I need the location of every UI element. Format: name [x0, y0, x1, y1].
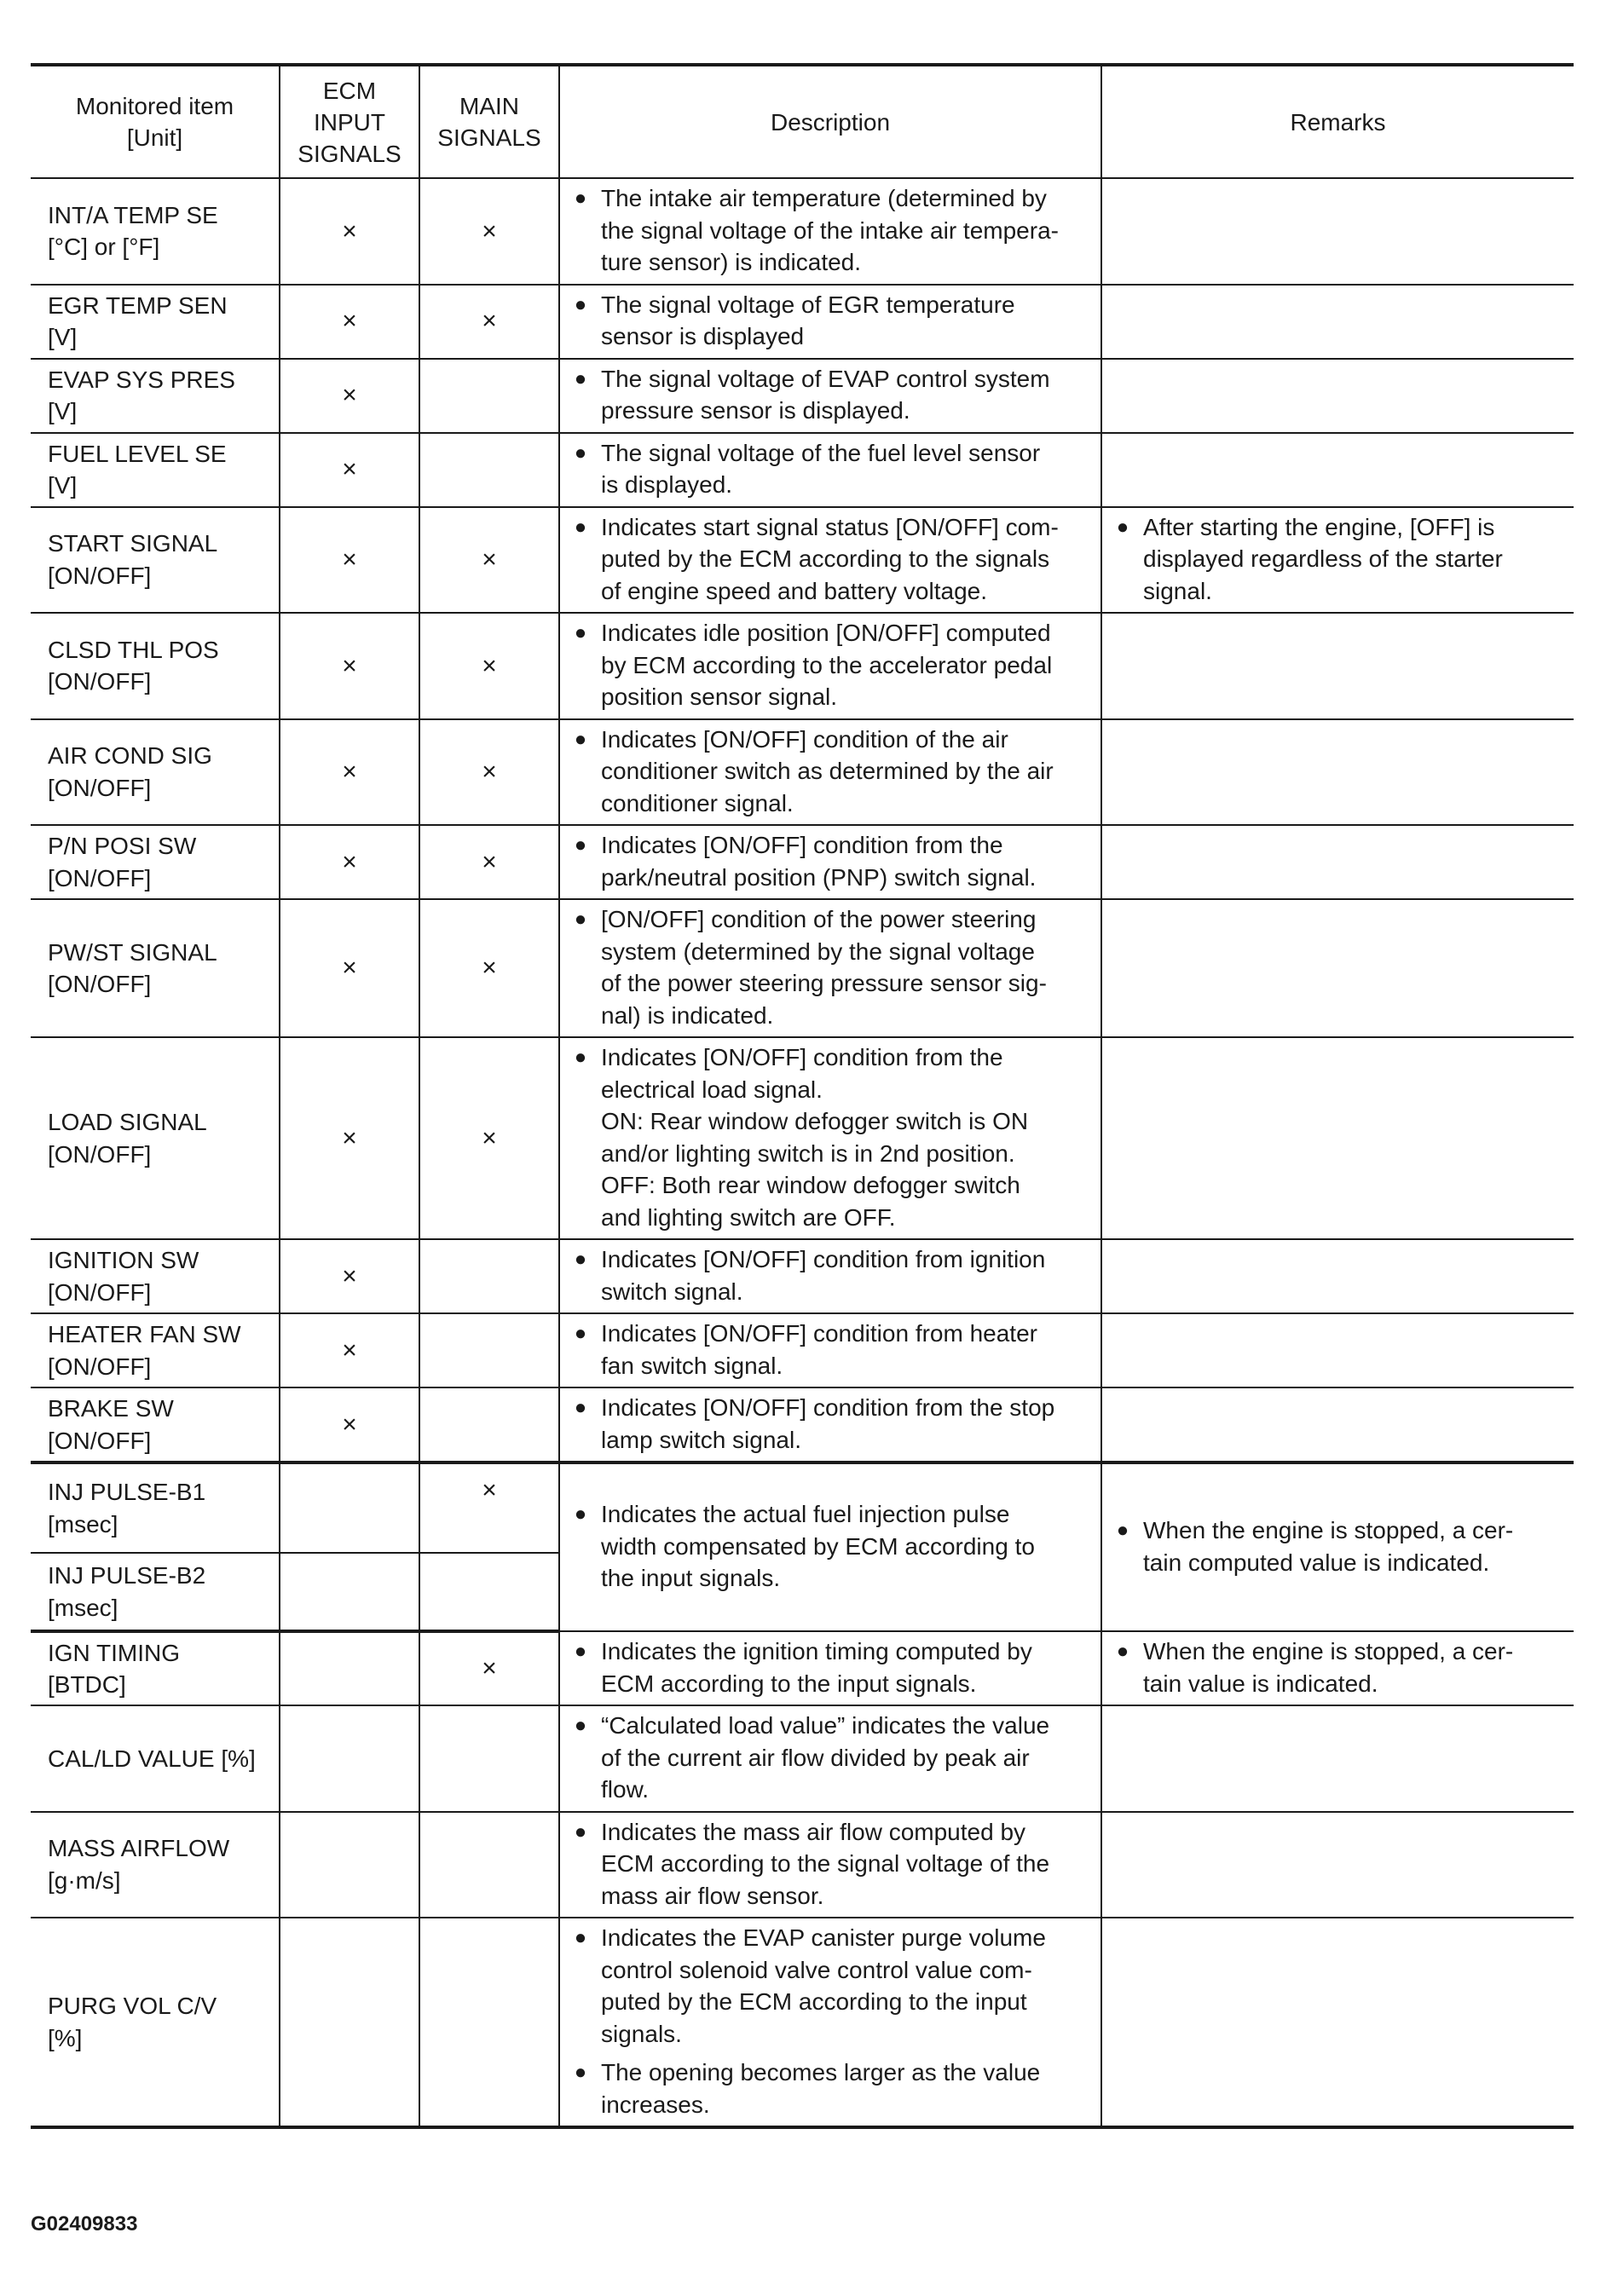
- ecm-input-cell: [280, 1631, 419, 1705]
- remarks-cell: [1101, 613, 1574, 719]
- remarks-cell: [1101, 1239, 1574, 1313]
- header-remarks: Remarks: [1101, 65, 1574, 178]
- table-row: [31, 178, 1574, 285]
- bullet-icon: ●: [574, 621, 587, 644]
- monitored-item-cell: INJ PULSE-B2 [msec]: [31, 1553, 280, 1631]
- table-row: [31, 1387, 1574, 1462]
- remarks-cell: [1101, 507, 1574, 614]
- description-cell: [559, 1631, 1101, 1705]
- bullet-icon: ●: [1116, 1640, 1129, 1663]
- ecm-input-mark: ×: [280, 613, 419, 719]
- description-bullet: ● [ON/OFF] condition of the power steering system (determined by the signal voltage of the power steering pressure sensor sig- nal) is indicated.: [560, 903, 1092, 1031]
- description-cell: [559, 359, 1101, 433]
- main-signal-cell: [419, 1918, 559, 2127]
- description-cell: [559, 1239, 1101, 1313]
- ecm-input-cell: [280, 1918, 419, 2127]
- description-bullet: ● Indicates start signal status [ON/OFF] com- puted by the ECM according to the signals of engine speed and battery voltage.: [560, 511, 1092, 608]
- ecm-input-mark: ×: [280, 1239, 419, 1313]
- main-signal-cell: [419, 1313, 559, 1387]
- table-row: [31, 825, 1574, 899]
- table-row: [31, 1239, 1574, 1313]
- table-row: [31, 285, 1574, 359]
- description-cell: [559, 285, 1101, 359]
- table-row: [31, 1037, 1574, 1239]
- bullet-icon: ●: [574, 1714, 587, 1737]
- main-signal-cell: [419, 1553, 559, 1631]
- table-row: [31, 1705, 1574, 1812]
- bullet-icon: ●: [574, 1396, 587, 1419]
- monitor-table-sheet: [31, 63, 1574, 2129]
- monitored-item-cell: PURG VOL C/V [%]: [31, 1918, 280, 2127]
- bullet-icon: ●: [574, 1322, 587, 1345]
- monitored-item-cell: IGNITION SW [ON/OFF]: [31, 1239, 280, 1313]
- description-cell: [559, 1387, 1101, 1462]
- table-row: [31, 1631, 1574, 1705]
- description-bullet: ● The opening becomes larger as the value increases.: [560, 2057, 1092, 2120]
- description-bullet: ● Indicates the EVAP canister purge volume control solenoid valve control value com- puted by the ECM according to the input signals.: [560, 1922, 1092, 2050]
- bullet-icon: ●: [574, 1926, 587, 1949]
- description-cell: [559, 1705, 1101, 1812]
- remarks-cell: [1101, 433, 1574, 507]
- bullet-icon: ●: [574, 292, 587, 316]
- bullet-icon: ●: [574, 441, 587, 464]
- header-monitored-item: Monitored item [Unit]: [31, 65, 280, 178]
- monitored-item-cell: PW/ST SIGNAL [ON/OFF]: [31, 899, 280, 1037]
- monitored-item-cell: INT/A TEMP SE [°C] or [°F]: [31, 178, 280, 285]
- remarks-cell: [1101, 1037, 1574, 1239]
- remarks-cell: [1101, 899, 1574, 1037]
- monitored-item-cell: FUEL LEVEL SE [V]: [31, 433, 280, 507]
- table-row: [31, 899, 1574, 1037]
- table-row: [31, 1812, 1574, 1918]
- monitored-item-cell: AIR COND SIG [ON/OFF]: [31, 719, 280, 826]
- bullet-icon: ●: [574, 1820, 587, 1843]
- description-cell: [559, 719, 1101, 826]
- main-signal-mark: ×: [419, 613, 559, 719]
- ecm-input-mark: ×: [280, 433, 419, 507]
- description-bullet: ● Indicates [ON/OFF] condition of the air conditioner switch as determined by the air conditioner signal.: [560, 724, 1092, 820]
- remarks-bullet: ● When the engine is stopped, a cer- tain value is indicated.: [1102, 1635, 1565, 1699]
- monitored-item-cell: BRAKE SW [ON/OFF]: [31, 1387, 280, 1462]
- remarks-cell: [1101, 359, 1574, 433]
- ecm-input-mark: ×: [280, 507, 419, 614]
- ecm-input-mark: ×: [280, 359, 419, 433]
- table-row: [31, 719, 1574, 826]
- figure-code: G02409833: [31, 2212, 138, 2235]
- remarks-cell: [1101, 1812, 1574, 1918]
- description-bullet: ● Indicates the actual fuel injection pulse width compensated by ECM according to the input signals.: [560, 1498, 1092, 1595]
- monitored-item-cell: MASS AIRFLOW [g·m/s]: [31, 1812, 280, 1918]
- table-row: [31, 1462, 1574, 1553]
- description-cell: [559, 825, 1101, 899]
- monitored-item-cell: CLSD THL POS [ON/OFF]: [31, 613, 280, 719]
- main-signal-cell: [419, 1387, 559, 1462]
- monitored-item-cell: START SIGNAL [ON/OFF]: [31, 507, 280, 614]
- ecm-input-cell: [280, 1462, 419, 1553]
- main-signal-mark: ×: [419, 1037, 559, 1239]
- bullet-icon: ●: [1116, 1519, 1129, 1542]
- table-row: [31, 433, 1574, 507]
- header-description: Description: [559, 65, 1101, 178]
- description-bullet: ● Indicates [ON/OFF] condition from the stop lamp switch signal.: [560, 1392, 1092, 1456]
- table-row: [31, 1918, 1574, 2127]
- description-cell: [559, 433, 1101, 507]
- bullet-icon: ●: [574, 1248, 587, 1271]
- bullet-icon: ●: [1116, 515, 1129, 539]
- main-signal-mark: ×: [419, 178, 559, 285]
- bullet-icon: ●: [574, 1503, 587, 1526]
- description-cell: [559, 613, 1101, 719]
- ecm-input-mark: ×: [280, 719, 419, 826]
- main-signal-cell: [419, 1239, 559, 1313]
- ecm-input-mark: ×: [280, 1313, 419, 1387]
- main-signal-mark: ×: [419, 507, 559, 614]
- remarks-bullet: ● After starting the engine, [OFF] is displayed regardless of the starter signal.: [1102, 511, 1565, 608]
- remarks-cell: [1101, 1918, 1574, 2127]
- description-cell: [559, 1812, 1101, 1918]
- ecm-input-mark: ×: [280, 1037, 419, 1239]
- bullet-icon: ●: [574, 834, 587, 857]
- ecm-input-mark: ×: [280, 899, 419, 1037]
- monitored-item-cell: EVAP SYS PRES [V]: [31, 359, 280, 433]
- main-signal-mark: ×: [419, 1631, 559, 1705]
- monitored-item-cell: LOAD SIGNAL [ON/OFF]: [31, 1037, 280, 1239]
- description-cell: [559, 507, 1101, 614]
- bullet-icon: ●: [574, 187, 587, 210]
- main-signal-mark: ×: [419, 899, 559, 1037]
- description-cell: [559, 1037, 1101, 1239]
- remarks-bullet: ● When the engine is stopped, a cer- tain computed value is indicated.: [1102, 1514, 1565, 1578]
- main-signal-cell: [419, 1705, 559, 1812]
- description-bullet: ● Indicates idle position [ON/OFF] computed by ECM according to the accelerator pedal position sensor signal.: [560, 617, 1092, 713]
- description-bullet: ● Indicates the ignition timing computed by ECM according to the input signals.: [560, 1635, 1092, 1699]
- monitored-item-cell: CAL/LD VALUE [%]: [31, 1705, 280, 1812]
- remarks-cell: [1101, 1313, 1574, 1387]
- bullet-icon: ●: [574, 908, 587, 931]
- bullet-icon: ●: [574, 515, 587, 539]
- ecm-input-cell: [280, 1705, 419, 1812]
- main-signal-mark: ×: [419, 1462, 559, 1553]
- remarks-cell: [1101, 178, 1574, 285]
- header-main-signals: MAIN SIGNALS: [419, 65, 559, 178]
- monitored-item-cell: EGR TEMP SEN [V]: [31, 285, 280, 359]
- table-row: [31, 507, 1574, 614]
- monitored-item-cell: IGN TIMING [BTDC]: [31, 1631, 280, 1705]
- remarks-cell: [1101, 1462, 1574, 1631]
- description-bullet: ● Indicates [ON/OFF] condition from ignition switch signal.: [560, 1243, 1092, 1307]
- monitored-item-cell: INJ PULSE-B1 [msec]: [31, 1462, 280, 1553]
- description-bullet: ● Indicates [ON/OFF] condition from the park/neutral position (PNP) switch signal.: [560, 829, 1092, 893]
- description-cell: [559, 1313, 1101, 1387]
- description-cell: [559, 1918, 1101, 2127]
- bullet-icon: ●: [574, 2061, 587, 2084]
- main-signal-mark: ×: [419, 825, 559, 899]
- bullet-icon: ●: [574, 727, 587, 751]
- main-signal-cell: [419, 359, 559, 433]
- main-signal-mark: ×: [419, 719, 559, 826]
- description-bullet: ● Indicates the mass air flow computed by ECM according to the signal voltage of the mass air flow sensor.: [560, 1816, 1092, 1912]
- description-bullet: ● The signal voltage of the fuel level sensor is displayed.: [560, 437, 1092, 501]
- table-row: [31, 359, 1574, 433]
- ecm-input-mark: ×: [280, 825, 419, 899]
- remarks-cell: [1101, 1631, 1574, 1705]
- description-cell: [559, 178, 1101, 285]
- remarks-cell: [1101, 825, 1574, 899]
- description-bullet: ● The intake air temperature (determined by the signal voltage of the intake air tempera- ture sensor) is indicated.: [560, 182, 1092, 279]
- table-row: [31, 613, 1574, 719]
- remarks-cell: [1101, 285, 1574, 359]
- bullet-icon: ●: [574, 1046, 587, 1069]
- bullet-icon: ●: [574, 1640, 587, 1663]
- header-ecm-input-signals: ECM INPUT SIGNALS: [280, 65, 419, 178]
- description-bullet: ● The signal voltage of EGR temperature sensor is displayed: [560, 289, 1092, 353]
- ecm-input-mark: ×: [280, 178, 419, 285]
- remarks-cell: [1101, 1705, 1574, 1812]
- remarks-cell: [1101, 1387, 1574, 1462]
- description-bullet: ● The signal voltage of EVAP control system pressure sensor is displayed.: [560, 363, 1092, 427]
- monitored-item-cell: HEATER FAN SW [ON/OFF]: [31, 1313, 280, 1387]
- ecm-input-mark: ×: [280, 1387, 419, 1462]
- table-row: [31, 1313, 1574, 1387]
- description-bullet: ● “Calculated load value” indicates the value of the current air flow divided by peak air flow.: [560, 1710, 1092, 1806]
- main-signal-cell: [419, 1812, 559, 1918]
- remarks-cell: [1101, 719, 1574, 826]
- description-bullet: ● Indicates [ON/OFF] condition from heater fan switch signal.: [560, 1318, 1092, 1382]
- ecm-input-cell: [280, 1553, 419, 1631]
- bullet-icon: ●: [574, 366, 587, 390]
- monitored-item-cell: P/N POSI SW [ON/OFF]: [31, 825, 280, 899]
- description-cell: [559, 899, 1101, 1037]
- ecm-input-cell: [280, 1812, 419, 1918]
- description-cell: [559, 1462, 1101, 1631]
- monitored-items-table: [31, 63, 1574, 2129]
- table-header-row: [31, 65, 1574, 178]
- description-bullet: ● Indicates [ON/OFF] condition from the electrical load signal. ON: Rear window defogger switch is ON and/or lighting switch is in 2nd position. OFF: Both rear window defogger switch and lighting switch are OFF.: [560, 1041, 1092, 1233]
- ecm-input-mark: ×: [280, 285, 419, 359]
- main-signal-cell: [419, 433, 559, 507]
- main-signal-mark: ×: [419, 285, 559, 359]
